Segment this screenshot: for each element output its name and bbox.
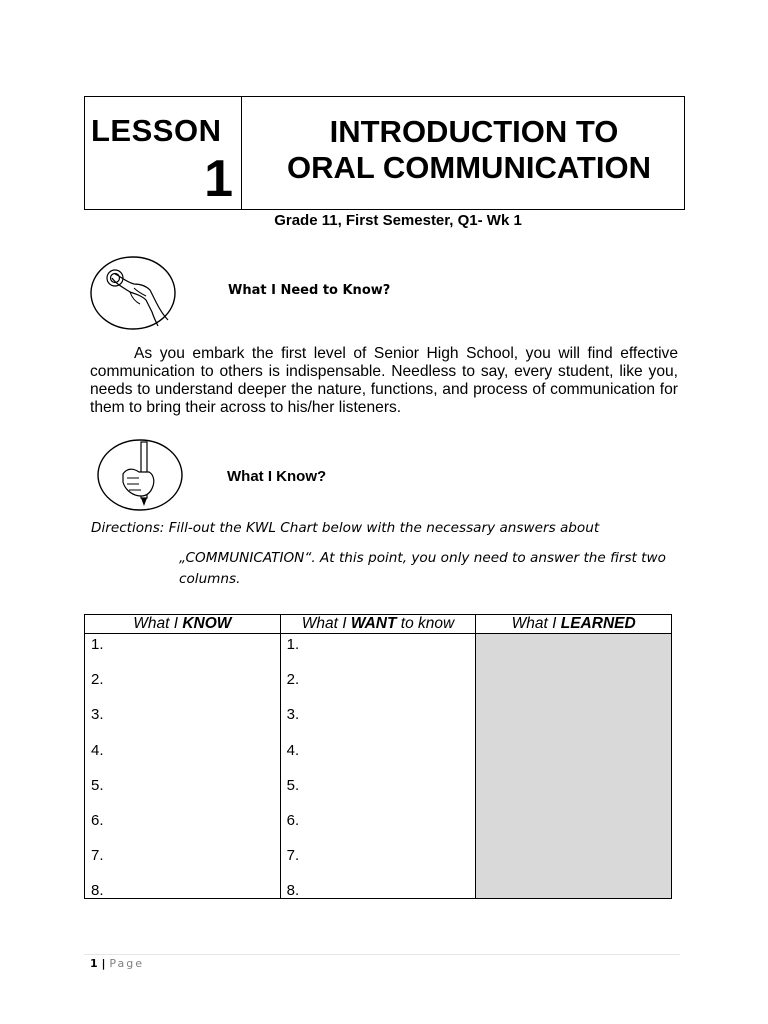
footer-divider bbox=[84, 954, 680, 955]
hand-pointing-icon bbox=[90, 256, 178, 330]
list-item: 7. bbox=[286, 847, 300, 865]
list-item: 8. bbox=[91, 882, 104, 900]
page-footer bbox=[90, 957, 144, 970]
list-item: 5. bbox=[91, 776, 104, 794]
lesson-number: 1 bbox=[204, 150, 233, 208]
list-item: 6. bbox=[286, 811, 300, 829]
kwl-header-want: What I WANT to know bbox=[280, 615, 476, 634]
footer-separator: | bbox=[97, 957, 110, 970]
list-item: 2. bbox=[91, 671, 104, 689]
list-item: 4. bbox=[286, 741, 300, 759]
intro-text: As you embark the first level of Senior High School, you will find effective communication to others is indispensable. Needless to say, every student, like you, needs to understand deeper the nature, functions, and process of communication for them to bring their across to his/her listeners. bbox=[90, 345, 678, 416]
kwl-want-column[interactable] bbox=[280, 634, 476, 899]
lesson-title-line2: ORAL COMMUNICATION bbox=[287, 150, 651, 185]
list-item: 6. bbox=[91, 811, 104, 829]
list-item: 2. bbox=[286, 671, 300, 689]
kwl-chart bbox=[84, 614, 672, 899]
list-item: 1. bbox=[91, 636, 104, 653]
list-item: 3. bbox=[91, 706, 104, 724]
kwl-learned-column bbox=[476, 634, 672, 899]
kwl-header-know: What I KNOW bbox=[85, 615, 281, 634]
directions-line2: „COMMUNICATION“. At this point, you only need to answer the first two columns. bbox=[179, 550, 666, 587]
page-word: Page bbox=[109, 957, 144, 970]
list-item: 3. bbox=[286, 706, 300, 724]
kwl-header-row bbox=[85, 615, 672, 634]
hand-pencil-icon bbox=[97, 438, 183, 512]
title-cell bbox=[242, 97, 684, 209]
grade-subtitle: Grade 11, First Semester, Q1- Wk 1 bbox=[274, 212, 522, 229]
kwl-body-row bbox=[85, 634, 672, 899]
list-item: 8. bbox=[286, 882, 300, 900]
directions-line1: Directions: Fill-out the KWL Chart below with the necessary answers about bbox=[91, 520, 600, 536]
want-number-list bbox=[287, 636, 300, 918]
lesson-title-line1: INTRODUCTION TO bbox=[329, 114, 619, 149]
intro-paragraph bbox=[90, 345, 678, 417]
kwl-know-column[interactable] bbox=[85, 634, 281, 899]
lesson-header bbox=[84, 96, 685, 210]
page-number: 1 bbox=[90, 957, 98, 970]
what-i-need-to-know-heading: What I Need to Know? bbox=[228, 283, 391, 298]
lesson-cell bbox=[85, 97, 242, 209]
lesson-label: LESSON bbox=[91, 113, 222, 148]
list-item: 4. bbox=[91, 741, 104, 759]
what-i-know-heading: What I Know? bbox=[227, 468, 327, 485]
kwl-header-learned: What I LEARNED bbox=[476, 615, 672, 634]
list-item: 5. bbox=[286, 776, 300, 794]
list-item: 1. bbox=[286, 636, 300, 653]
list-item: 7. bbox=[91, 847, 104, 865]
know-number-list bbox=[91, 636, 104, 918]
